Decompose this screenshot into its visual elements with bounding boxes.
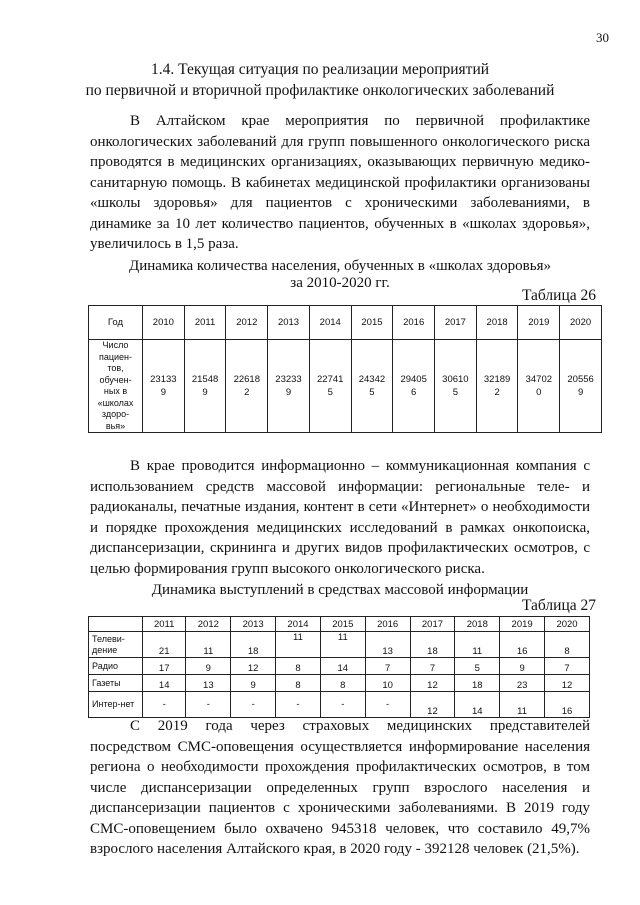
table27-cell: - (231, 692, 276, 718)
paragraph-2 (90, 456, 590, 579)
cell-value-part: 0 (536, 387, 542, 398)
table26-data-row (89, 340, 602, 433)
table26-label: Таблица 26 (521, 287, 596, 304)
cell-value-part: 5 (327, 387, 333, 398)
table27-year-2013: 2013 (231, 617, 276, 632)
table27-cell: 23 (500, 675, 545, 692)
table26-row-label (89, 340, 143, 433)
table27-cell: - (276, 692, 321, 718)
paragraph-1-text: В Алтайском крае мероприятия по первичной профилактике онкологических заболеваний для групп повышенного онкологического риска проводятся в медицинских организациях, оказывающих первичную медико-санитарную помощь. В кабинетах медицинской профилактики организованы «школы здоровья» для пациентов с хроническими заболеваниями, в динамике за 10 лет количество пациентов, обученных в «школах здоровья», увеличилось в 1,5 раза. (90, 113, 590, 252)
table26-cell-2016 (393, 340, 435, 433)
table26-year-2019: 2019 (518, 306, 560, 340)
table27-cell: 14 (143, 675, 186, 692)
table27-cell: 13 (365, 632, 410, 658)
table27-row-label: Интер-нет (89, 692, 143, 718)
table27-cell: 8 (276, 675, 321, 692)
table27-year-2016: 2016 (365, 617, 410, 632)
cell-value-part: 5 (369, 387, 375, 398)
table26-year-2018: 2018 (476, 306, 518, 340)
cell-value-part: 29405 (400, 374, 427, 385)
table27-cell: 11 (276, 632, 321, 658)
table26-year-2010: 2010 (143, 306, 185, 340)
page-number: 30 (596, 30, 609, 45)
table27-row-internet (89, 692, 590, 718)
table26-cell-2011 (184, 340, 226, 433)
row-label-line: ных в (103, 386, 128, 396)
table26-year-2014: 2014 (309, 306, 351, 340)
table27-row-radio (89, 658, 590, 675)
table27-cell: 21 (143, 632, 186, 658)
table26-cell-2018 (476, 340, 518, 433)
table27-cell: 10 (365, 675, 410, 692)
table26-header-row (89, 306, 602, 340)
row-label-line: «школах (97, 397, 134, 408)
cell-value-part: 2 (494, 387, 500, 398)
table26-cell-2015 (351, 340, 393, 433)
cell-value-part: 9 (160, 387, 166, 398)
table27-cell: 12 (410, 692, 455, 718)
cell-value-part: 23233 (275, 374, 302, 385)
table27-cell: 9 (231, 675, 276, 692)
table26-year-2020: 2020 (560, 306, 602, 340)
row-label-line: здоро- (101, 409, 130, 419)
table26-year-2016: 2016 (393, 306, 435, 340)
table-27 (88, 616, 590, 718)
table27-cell: 18 (231, 632, 276, 658)
table27-cell: 9 (500, 658, 545, 675)
paragraph-3-text: С 2019 года через страховых медицинских представителей посредством СМС-оповещения осуществляется информирование населения региона о необходимости прохождения профилактических осмотров, в том числе диспансеризации определенных групп взрослого населения и диспансеризации пациентов с хроническими заболеваниями. В 2019 году СМС-оповещением было охвачено 945318 человек, что составило 49,7% взрослого населения Алтайского края, в 2020 году - 392128 человек (21,5%). (90, 718, 590, 857)
cell-value-part: 20556 (567, 374, 594, 385)
table27-cell: 14 (455, 692, 500, 718)
cell-value-part: 22618 (233, 374, 260, 385)
row-label-line: обучен- (99, 374, 132, 385)
table27-row-label: Телеви-дение (89, 632, 143, 658)
table27-cell: - (365, 692, 410, 718)
cell-value-part: 30610 (442, 374, 469, 385)
cell-value-part: 23133 (150, 374, 177, 385)
table27-row-newspapers (89, 675, 590, 692)
table27-year-2015: 2015 (320, 617, 365, 632)
table27-cell: 18 (455, 675, 500, 692)
table27-cell: 11 (500, 692, 545, 718)
table26-header-year: Год (89, 306, 143, 340)
paragraph-2-text: В крае проводится информационно – коммуникационная компания с использованием средств массовой информации: региональные теле- и радиоканалы, печатные издания, контент в сети «Интернет» о необходимости и порядке прохождения медицинских исследований в рамках онкопоиска, диспансеризации, скрининга и других видов профилактических осмотров, с целью формирования групп высокого онкологического риска. (90, 458, 590, 577)
table27-row-label: Газеты (89, 675, 143, 692)
table26-caption-line-1: Динамика количества населения, обученных в «школах здоровья» (129, 258, 551, 274)
table27-cell: 12 (545, 675, 590, 692)
row-label-line: Число (102, 340, 129, 350)
table26-cell-2013 (268, 340, 310, 433)
table27-caption: Динамика выступлений в средствах массовой информации (151, 582, 529, 598)
table27-cell: 17 (143, 658, 186, 675)
table26-cell-2012 (226, 340, 268, 433)
cell-value-part: 2 (244, 387, 250, 398)
cell-value-part: 9 (285, 387, 292, 398)
table27-year-2011: 2011 (143, 617, 186, 632)
paragraph-1 (90, 111, 590, 255)
table26-cell-2010 (143, 340, 185, 433)
table27-header-row (89, 617, 590, 632)
table27-header-empty (89, 617, 143, 632)
table26-year-2011: 2011 (184, 306, 226, 340)
section-title-line-1: 1.4. Текущая ситуация по реализации мероприятий (150, 61, 490, 78)
cell-value-part: 21548 (191, 374, 219, 385)
table27-cell: - (186, 692, 231, 718)
cell-value-part: 9 (202, 387, 208, 398)
cell-value-part: 6 (411, 387, 417, 398)
table26-year-2012: 2012 (226, 306, 268, 340)
table26-caption-line-2: за 2010-2020 гг. (290, 275, 390, 291)
table27-cell: 7 (410, 658, 455, 675)
section-title-line-2: по первичной и вторичной профилактике онкологических заболеваний (85, 82, 555, 99)
table27-year-2012: 2012 (186, 617, 231, 632)
table27-cell: 14 (320, 658, 365, 675)
table26-cell-2014 (309, 340, 351, 433)
cell-value-part: 32189 (483, 374, 511, 385)
table27-label: Таблица 27 (521, 597, 596, 614)
table26-year-2015: 2015 (351, 306, 393, 340)
paragraph-3 (90, 716, 590, 860)
table27-cell: 12 (231, 658, 276, 675)
row-label-line: вья» (105, 420, 126, 431)
table27-year-2014: 2014 (276, 617, 321, 632)
row-label-line: тов, (107, 363, 124, 373)
table27-cell: 8 (545, 632, 590, 658)
table27-cell: 8 (276, 658, 321, 675)
table27-cell: 11 (186, 632, 231, 658)
table26-year-2017: 2017 (435, 306, 477, 340)
table27-cell: - (143, 692, 186, 718)
table26-cell-2020 (560, 340, 602, 433)
table27-cell: - (320, 692, 365, 718)
table27-cell: 8 (320, 675, 365, 692)
table27-cell: 18 (410, 632, 455, 658)
table27-cell: 16 (500, 632, 545, 658)
table27-cell: 11 (455, 632, 500, 658)
cell-value-part: 24342 (358, 374, 386, 385)
table27-cell: 7 (365, 658, 410, 675)
cell-value-part: 22741 (317, 374, 344, 385)
table-26 (88, 305, 602, 433)
table27-cell: 12 (410, 675, 455, 692)
table26-cell-2019 (518, 340, 560, 433)
table27-row-tv (89, 632, 590, 658)
cell-value-part: 5 (452, 387, 459, 398)
table27-cell: 7 (545, 658, 590, 675)
table26-year-2013: 2013 (268, 306, 310, 340)
cell-value-part: 34702 (525, 374, 553, 385)
table27-cell: 13 (186, 675, 231, 692)
table27-row-label: Радио (89, 658, 143, 675)
cell-value-part: 9 (577, 387, 584, 398)
table27-cell: 5 (455, 658, 500, 675)
table27-year-2018: 2018 (455, 617, 500, 632)
table27-cell: 16 (545, 692, 590, 718)
row-label-line: пациен- (98, 351, 133, 362)
table27-year-2019: 2019 (500, 617, 545, 632)
table27-cell: 9 (186, 658, 231, 675)
table27-year-2020: 2020 (545, 617, 590, 632)
table27-year-2017: 2017 (410, 617, 455, 632)
table27-cell: 11 (320, 632, 365, 658)
table26-cell-2017 (435, 340, 477, 433)
